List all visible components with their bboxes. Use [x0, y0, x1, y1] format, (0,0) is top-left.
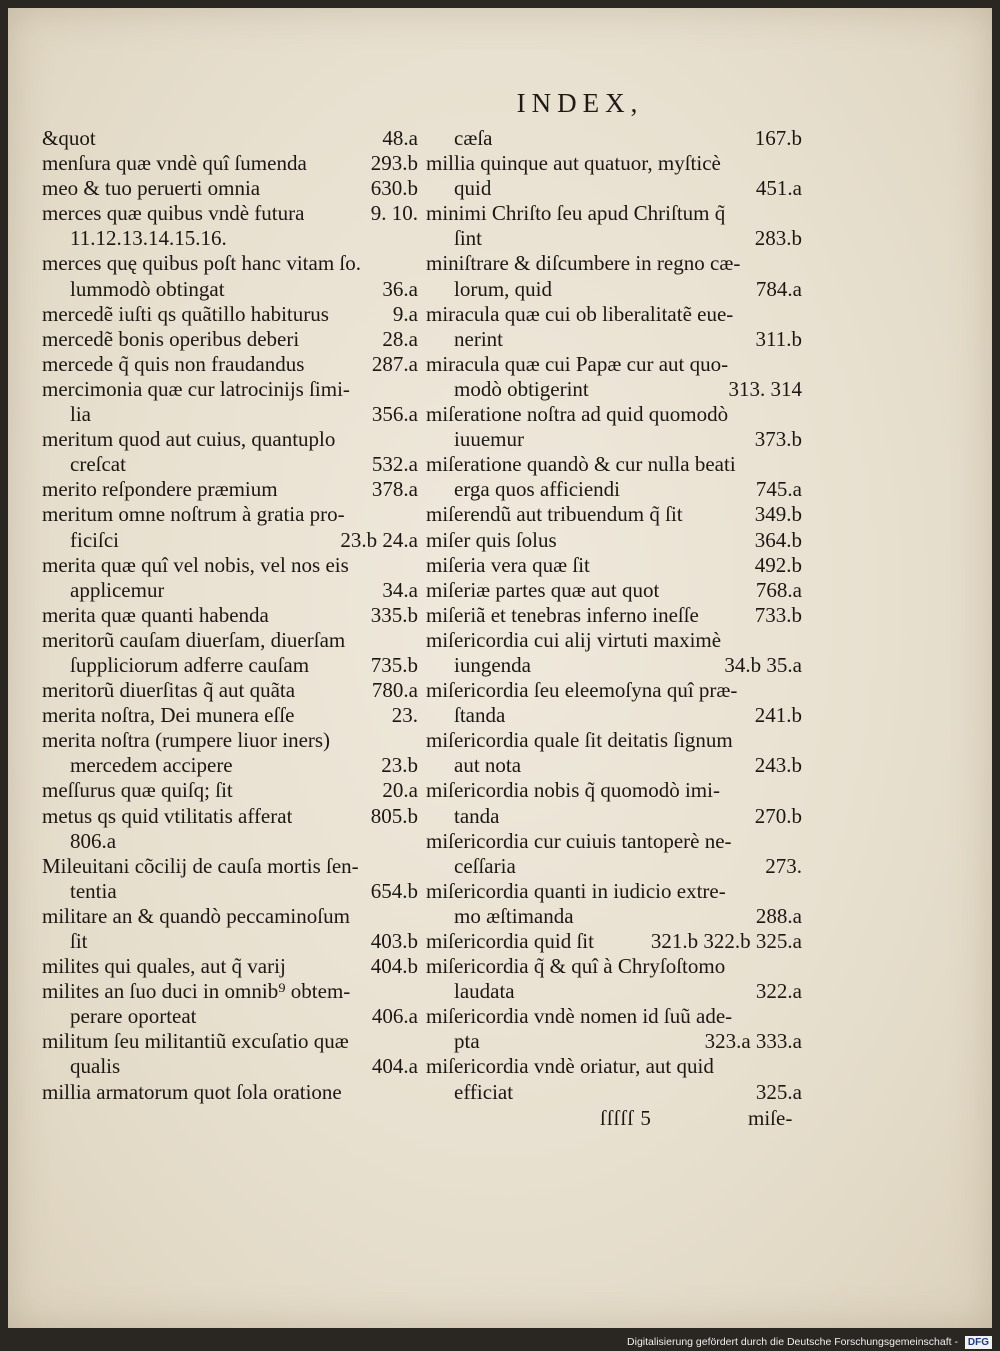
index-entry: [426, 302, 802, 327]
index-entry-text: miſericordia vndè oriatur, aut quid: [426, 1054, 714, 1079]
index-entry: [42, 1029, 418, 1054]
index-entry-text: aut nota: [454, 753, 522, 778]
index-entry: [42, 1080, 418, 1105]
index-entry-text: mo æſtimanda: [454, 903, 574, 928]
index-entry-text: pta: [454, 1029, 480, 1054]
index-entry: [42, 251, 418, 276]
index-entry: [42, 176, 418, 201]
index-entry: [42, 628, 418, 653]
index-entry-ref: 745.a: [755, 477, 802, 502]
index-entry-text: ſit: [70, 929, 88, 953]
index-entry-ref: 270.b: [754, 803, 802, 828]
index-entry: [426, 678, 802, 703]
index-entry-ref: 20.a: [382, 778, 418, 803]
index-entry: [426, 1054, 802, 1079]
index-entry: [42, 452, 418, 477]
index-entry: [426, 954, 802, 979]
index-entry-ref: 373.b: [754, 427, 802, 452]
index-entry-ref: 323.a 333.a: [704, 1029, 802, 1054]
index-entry-text: ficiſci: [70, 527, 119, 552]
index-entry-text: milites qui quales, aut q̃ varij: [42, 954, 286, 979]
index-entry-text: militum ſeu militantiũ excuſatio quæ: [42, 1029, 349, 1054]
index-entry: [426, 703, 802, 728]
index-entry-text: meſſurus quæ quiſq; ſit: [42, 778, 233, 803]
index-entry-ref: 287.a: [371, 351, 418, 376]
index-entry-text: militare an & quandò peccaminoſum: [42, 903, 350, 928]
index-entry: [42, 528, 418, 553]
index-entry-text: creſcat: [70, 452, 126, 477]
index-entry-ref: 28.a: [382, 326, 418, 351]
index-entry-text: miſericordia vndè nomen id ſuũ ade-: [426, 1004, 733, 1029]
index-entry-ref: 784.a: [755, 276, 802, 301]
index-entry: [42, 879, 418, 904]
index-entry-text: mercedem accipere: [70, 753, 233, 778]
index-entry-text: miſericordia ſeu eleemoſyna quî præ-: [426, 678, 738, 703]
index-entry-ref: 167.b: [754, 126, 802, 150]
index-entry-text: merita noſtra (rumpere liuor iners): [42, 728, 331, 753]
index-entry-ref: 768.a: [755, 577, 802, 602]
index-entry: [426, 452, 802, 477]
index-entry: [426, 578, 802, 603]
index-entry-ref: 313. 314: [728, 376, 802, 401]
index-entry: [42, 302, 418, 327]
index-entry-text: miſericordia cur cuiuis tantoperè ne-: [426, 828, 732, 853]
index-entry: [42, 126, 418, 151]
index-entry-text: lorum, quid: [454, 276, 552, 301]
index-entry-ref: 23.b 24.a: [340, 527, 418, 552]
page-header: [8, 88, 992, 119]
index-entry-ref: 735.b: [370, 652, 418, 677]
index-entry-ref: 321.b 322.b 325.a: [650, 929, 802, 953]
index-entry: [426, 427, 802, 452]
index-entry: [42, 753, 418, 778]
index-entry-text: 11.12.13.14.15.16.: [70, 226, 227, 251]
index-entry: [42, 277, 418, 302]
page-title: INDEX,: [516, 88, 644, 118]
index-entry-ref: 654.b: [370, 878, 418, 903]
index-column-left: [42, 126, 418, 1105]
digitization-text: Digitalisierung gefördert durch die Deutsche Forschungsgemeinschaft -: [627, 1336, 958, 1348]
index-entry-text: merces quæ quibus vndè futura: [42, 201, 305, 226]
index-entry: [42, 929, 418, 954]
index-entry-text: qualis: [70, 1054, 121, 1079]
index-entry: [42, 226, 418, 251]
index-entry: [426, 1029, 802, 1054]
index-entry-text: laudata: [454, 979, 515, 1004]
index-entry-ref: 293.b: [370, 151, 418, 176]
index-entry-text: meritum omne noſtrum à gratia pro-: [42, 502, 345, 527]
catchword: miſe-: [748, 1106, 793, 1130]
digitization-notice: [0, 1333, 992, 1351]
index-entry-ref: 378.a: [371, 477, 418, 502]
index-entry: [426, 151, 802, 176]
index-entry-text: meritorũ diuerſitas q̃ aut quãta: [42, 678, 296, 703]
index-entry-ref: 356.a: [371, 402, 418, 427]
index-entry: [426, 1004, 802, 1029]
index-entry-ref: 403.b: [370, 929, 418, 953]
index-entry-text: merita quæ quanti habenda: [42, 602, 269, 627]
index-entry-ref: 23.b: [381, 753, 418, 778]
index-entry-text: miſeriã et tenebras inferno ineſſe: [426, 602, 699, 627]
index-entry-text: miſericordia q̃ & quî à Chryſoſtomo: [426, 954, 726, 979]
index-entry-text: miſeria vera quæ ſit: [426, 552, 590, 577]
index-entry-text: merita noſtra, Dei munera eſſe: [42, 703, 295, 728]
index-entry: [426, 477, 802, 502]
index-entry-text: 806.a: [70, 828, 117, 853]
index-entry-text: minimi Chriſto ſeu apud Chriſtum q̃: [426, 201, 726, 226]
index-entry-text: miſericordia quale ſit deitatis ſignum: [426, 728, 733, 753]
index-entry-text: &quot: [42, 126, 96, 150]
index-entry-text: mercedẽ iuſti qs quãtillo habiturus: [42, 301, 329, 326]
index-entry-ref: 335.b: [370, 602, 418, 627]
index-entry: [426, 553, 802, 578]
index-entry-ref: 36.a: [382, 276, 418, 301]
index-entry: [426, 753, 802, 778]
index-entry-text: modò obtigerint: [454, 376, 589, 401]
index-entry-text: iungenda: [454, 652, 531, 677]
index-entry-text: metus qs quid vtilitatis afferat: [42, 803, 293, 828]
index-entry: [42, 804, 418, 829]
index-entry: [426, 251, 802, 276]
index-entry: [426, 778, 802, 803]
index-entry-text: millia quinque aut quatuor, myſticè: [426, 151, 721, 176]
index-entry: [42, 427, 418, 452]
index-entry: [426, 327, 802, 352]
index-entry-ref: 492.b: [754, 552, 802, 577]
index-entry: [426, 728, 802, 753]
index-entry-text: miſer quis ſolus: [426, 527, 557, 552]
index-entry-text: miſeratione quandò & cur nulla beati: [426, 452, 736, 477]
index-entry: [426, 176, 802, 201]
index-entry-ref: 322.a: [755, 979, 802, 1004]
index-entry: [42, 979, 418, 1004]
index-entry: [42, 1054, 418, 1079]
index-entry-text: ſint: [454, 226, 483, 251]
index-entry: [426, 352, 802, 377]
index-entry: [426, 979, 802, 1004]
index-entry: [42, 829, 418, 854]
index-entry-text: miracula quæ cui ob liberalitatẽ eue-: [426, 301, 734, 326]
index-entry-ref: 9.a: [392, 301, 418, 326]
index-entry: [426, 502, 802, 527]
index-entry-text: iuuemur: [454, 427, 524, 452]
index-entry: [42, 778, 418, 803]
index-entry: [426, 628, 802, 653]
index-entry: [42, 151, 418, 176]
index-entry: [426, 377, 802, 402]
index-entry-text: miniſtrare & diſcumbere in regno cæ-: [426, 251, 741, 276]
index-entry: [42, 854, 418, 879]
index-column-right: [426, 126, 802, 1105]
index-entry-ref: 9. 10.: [370, 201, 418, 226]
index-entry-text: millia armatorum quot ſola oratione: [42, 1079, 342, 1104]
index-entry: [42, 1004, 418, 1029]
index-entry-text: applicemur: [70, 577, 165, 602]
index-entry-text: merito reſpondere præmium: [42, 477, 278, 502]
index-entry-ref: 364.b: [754, 527, 802, 552]
index-entry: [42, 377, 418, 402]
index-entry-text: miſericordia quanti in iudicio extre-: [426, 878, 726, 903]
dfg-logo: DFG: [965, 1336, 992, 1349]
index-entry-text: mercede q̃ quis non fraudandus: [42, 351, 305, 376]
book-page: [8, 8, 992, 1328]
index-entry-text: miſericordia cui alij virtuti maximè: [426, 627, 722, 652]
index-entry-text: miſerendũ aut tribuendum q̃ ſit: [426, 502, 683, 527]
index-entry-text: ceſſaria: [454, 853, 516, 878]
index-entry-text: perare oporteat: [70, 1004, 197, 1029]
index-entry-text: miſeriæ partes quæ aut quot: [426, 577, 660, 602]
index-entry-text: miſericordia quid ſit: [426, 929, 594, 953]
index-entry-text: tanda: [454, 803, 500, 828]
index-entry: [426, 804, 802, 829]
index-entry-ref: 733.b: [754, 602, 802, 627]
index-entry-text: erga quos afficiendi: [454, 477, 621, 502]
index-entry: [426, 1080, 802, 1105]
index-entry-text: miracula quæ cui Papæ cur aut quo-: [426, 351, 729, 376]
index-entry-ref: 532.a: [371, 452, 418, 477]
index-entry-ref: 404.b: [370, 954, 418, 979]
index-entry: [426, 126, 802, 151]
index-entry: [42, 201, 418, 226]
index-entry: [426, 402, 802, 427]
index-entry: [42, 352, 418, 377]
index-entry-text: merita quæ quî vel nobis, vel nos eis: [42, 552, 349, 577]
index-entry: [42, 728, 418, 753]
index-entry: [426, 854, 802, 879]
index-entry: [426, 603, 802, 628]
index-entry-text: Mileuitani cõcilij de cauſa mortis ſen-: [42, 853, 359, 878]
index-entry-ref: 311.b: [755, 326, 802, 351]
index-entry-ref: 243.b: [754, 753, 802, 778]
index-entry-ref: 406.a: [371, 1004, 418, 1029]
index-entry-text: mercedẽ bonis operibus deberi: [42, 326, 300, 351]
index-entry: [426, 201, 802, 226]
index-entry-text: menſura quæ vndè quî ſumenda: [42, 151, 307, 176]
index-entry-ref: 273.: [765, 853, 802, 878]
index-entry-text: meritorũ cauſam diuerſam, diuerſam: [42, 627, 346, 652]
index-entry-text: miſeratione noſtra ad quid quomodò: [426, 402, 729, 427]
index-entry-ref: 325.a: [755, 1079, 802, 1104]
index-entry: [426, 528, 802, 553]
index-entry: [426, 904, 802, 929]
index-entry-text: meritum quod aut cuius, quantuplo: [42, 427, 336, 452]
index-entry: [426, 277, 802, 302]
index-entry-text: merces quę quibus poſt hanc vitam ſo.: [42, 251, 362, 276]
index-entry: [42, 477, 418, 502]
index-entry-ref: 23.: [391, 703, 418, 728]
index-entry-text: miſericordia nobis q̃ quomodò imi-: [426, 778, 720, 803]
index-entry-ref: 283.b: [754, 226, 802, 251]
index-entry: [42, 402, 418, 427]
index-entry-ref: 630.b: [370, 176, 418, 201]
index-entry-text: quid: [454, 176, 492, 201]
index-entry: [42, 653, 418, 678]
index-entry: [42, 678, 418, 703]
index-entry-ref: 48.a: [382, 126, 418, 150]
index-entry-ref: 34.a: [382, 577, 418, 602]
index-entry-text: ſuppliciorum adferre cauſam: [70, 652, 310, 677]
index-entry: [426, 829, 802, 854]
index-entry-text: meo & tuo peruerti omnia: [42, 176, 261, 201]
index-entry: [42, 703, 418, 728]
index-entry-ref: 349.b: [754, 502, 802, 527]
index-entry: [42, 502, 418, 527]
index-entry-ref: 288.a: [755, 903, 802, 928]
index-entry-ref: 34.b 35.a: [724, 652, 802, 677]
index-entry-ref: 404.a: [371, 1054, 418, 1079]
index-entry-ref: 780.a: [371, 678, 418, 703]
index-entry: [426, 929, 802, 954]
signature-mark: ſſſſſ 5: [600, 1106, 652, 1130]
index-entry-ref: 241.b: [754, 703, 802, 728]
index-entry-text: tentia: [70, 878, 117, 903]
index-entry-text: ſtanda: [454, 703, 506, 728]
index-entry-text: lummodò obtingat: [70, 276, 225, 301]
index-entry: [42, 904, 418, 929]
index-entry: [42, 327, 418, 352]
index-entry-text: mercimonia quæ cur latrocinijs ſimi-: [42, 376, 350, 401]
index-entry: [42, 578, 418, 603]
index-entry-ref: 805.b: [370, 803, 418, 828]
index-entry-text: lia: [70, 402, 91, 427]
index-entry: [42, 954, 418, 979]
index-entry-text: nerint: [454, 326, 503, 351]
index-entry-text: cæſa: [454, 126, 493, 150]
index-entry-ref: 451.a: [755, 176, 802, 201]
index-entry: [426, 653, 802, 678]
index-entry: [42, 603, 418, 628]
index-entry: [426, 879, 802, 904]
index-entry-text: efficiat: [454, 1079, 514, 1104]
index-entry: [426, 226, 802, 251]
index-entry: [42, 553, 418, 578]
index-entry-text: milites an ſuo duci in omnib⁹ obtem-: [42, 979, 351, 1004]
